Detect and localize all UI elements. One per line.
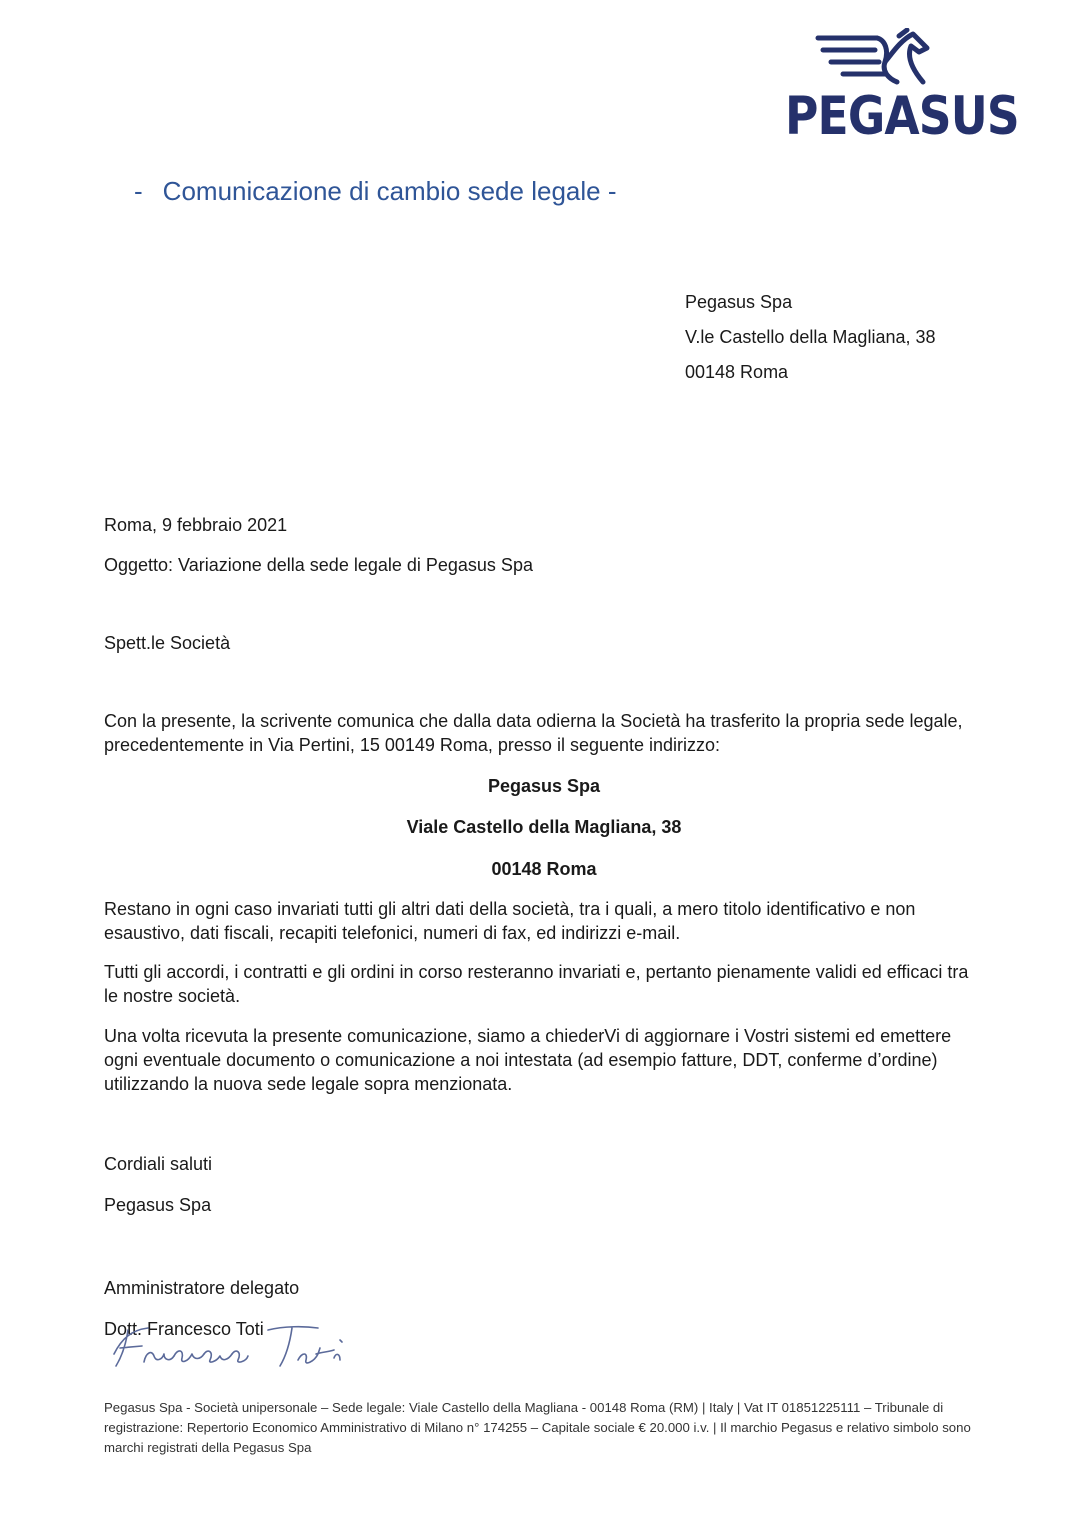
body-paragraph-1: Restano in ogni caso invariati tutti gli altri dati della società, tra i quali, a mero titolo identificativo e non esaustivo, dati fiscali, recapiti telefonici, numeri di fax, ed indirizzi e-mail. <box>104 899 916 943</box>
signer-role: Amministratore delegato <box>104 1278 300 1298</box>
title-prefix: - <box>134 176 143 206</box>
footer-legal-info: Pegasus Spa - Società unipersonale – Sede legale: Viale Castello della Magliana - 00148 Roma (RM) | Italy | Vat IT 01851225111 – Tribunale di registrazione: Repertorio Economico Amministrativo di Milano n° 174255 – Capitale sociale € 20.000 i.v. | Il marchio Pegasus e relativo simbolo sono marchi registrati della Pegasus Spa <box>104 1400 971 1455</box>
date-line: Roma, 9 febbraio 2021 <box>104 515 288 535</box>
body-paragraph-2: Tutti gli accordi, i contratti e gli ordini in corso resteranno invariati e, pertanto pienamente validi ed efficaci tra le nostre società. <box>104 962 969 1006</box>
handwritten-signature <box>108 1318 368 1374</box>
subject-line: Oggetto: Variazione della sede legale di Pegasus Spa <box>104 555 533 575</box>
recipient-address <box>685 290 936 395</box>
recipient-city: 00148 Roma <box>685 362 789 382</box>
salutation: Spett.le Società <box>104 633 231 653</box>
new-address-name: Pegasus Spa <box>487 776 601 796</box>
body-paragraph-3: Una volta ricevuta la presente comunicazione, siamo a chiederVi di aggiornare i Vostri sistemi ed emettere ogni eventuale documento o comunicazione a noi intestata (ad esempio fatture, DDT, conferme d’ordine) utilizzando la nuova sede legale sopra menzionata. <box>104 1026 952 1094</box>
title-text: Comunicazione di cambio sede legale - <box>162 176 617 206</box>
closing-company: Pegasus Spa <box>104 1195 212 1215</box>
recipient-name: Pegasus Spa <box>685 292 793 312</box>
closing-greeting: Cordiali saluti <box>104 1154 213 1174</box>
new-address-city: 00148 Roma <box>491 859 597 879</box>
company-logo <box>785 28 1019 153</box>
recipient-street: V.le Castello della Magliana, 38 <box>685 327 936 347</box>
signer-name: Dott. Francesco Toti <box>104 1319 264 1339</box>
brand-wordmark: PEGASUS <box>785 86 1019 147</box>
new-address-street: Viale Castello della Magliana, 38 <box>406 817 682 837</box>
winged-horse-icon <box>815 28 933 88</box>
body-intro: Con la presente, la scrivente comunica che dalla data odierna la Società ha trasferito la propria sede legale, precedentemente in Via Pertini, 15 00149 Roma, presso il seguente indirizzo: <box>104 711 963 755</box>
document-title <box>134 176 616 207</box>
